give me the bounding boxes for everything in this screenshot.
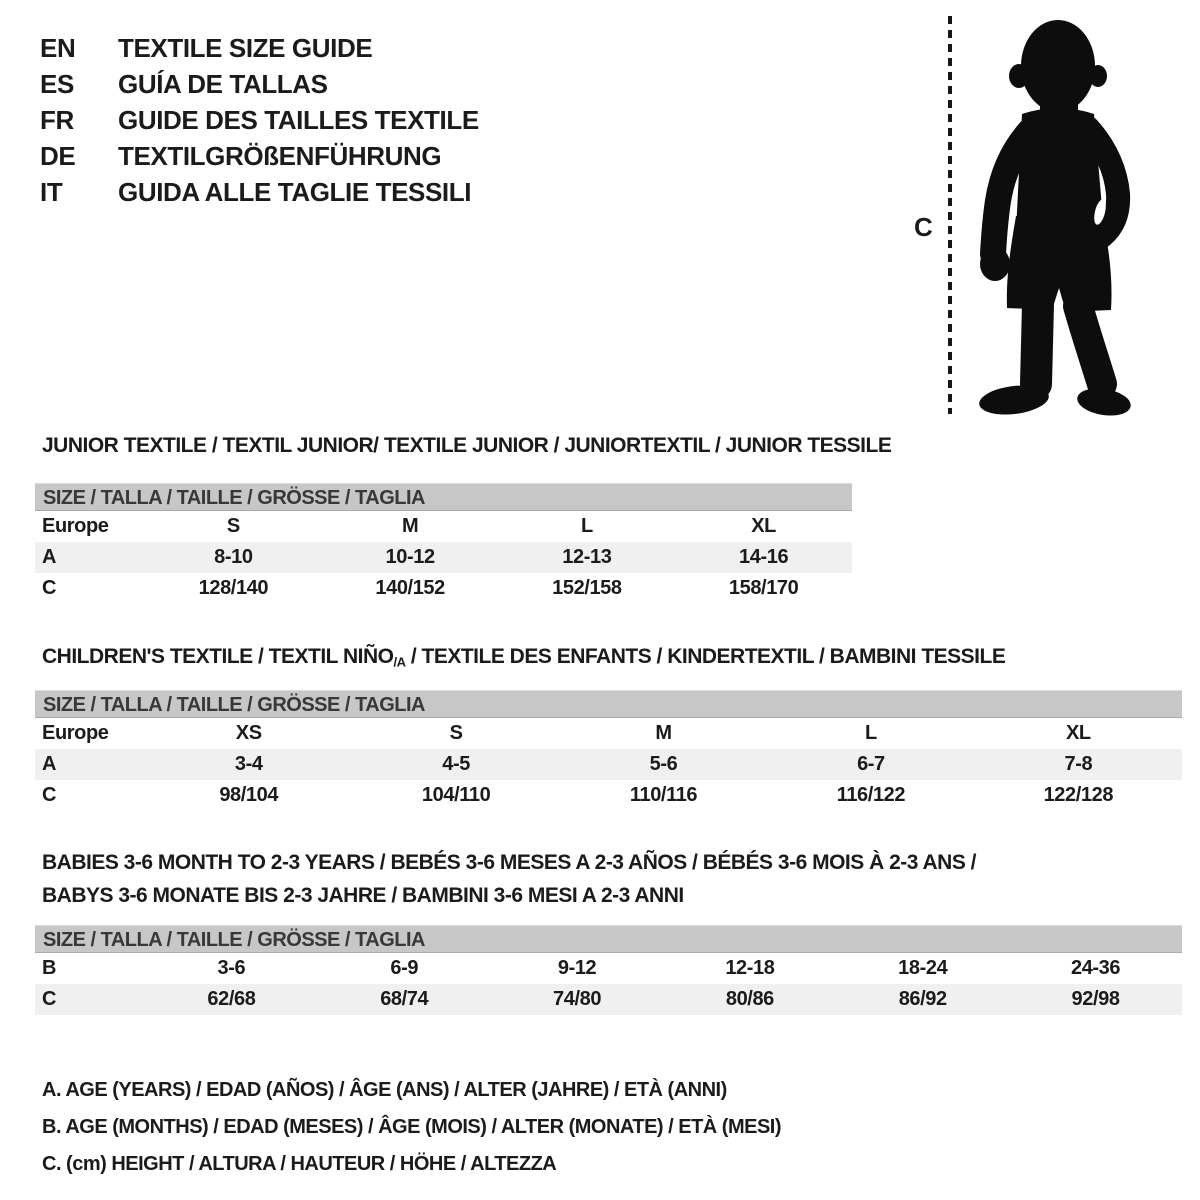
lang-row-it: [40, 174, 479, 210]
row-label: C: [42, 577, 57, 599]
table-cell: 12-18: [725, 957, 775, 979]
table-cell: 24-36: [1070, 957, 1121, 979]
table-cell: 68/74: [380, 988, 429, 1010]
table-cell: 4-5: [442, 753, 470, 775]
table-row: [35, 953, 1182, 984]
table-row: [35, 511, 852, 542]
lang-row-es: [40, 66, 479, 102]
row-label: A: [42, 546, 57, 568]
size-header-bar: SIZE / TALLA / TAILLE / GRÖSSE / TAGLIA: [35, 690, 1182, 718]
table-cell: 92/98: [1071, 988, 1120, 1010]
table-row: [35, 718, 1182, 749]
children-size-table: [35, 690, 1182, 811]
table-cell: 9-12: [557, 957, 597, 979]
table-cell: 86/92: [898, 988, 947, 1010]
lang-row-fr: [40, 102, 479, 138]
table-cell: 6-7: [857, 753, 885, 775]
table-cell: 98/104: [219, 784, 279, 806]
table-cell: 158/170: [728, 577, 799, 599]
legend-age-years: A. AGE (YEARS) / EDAD (AÑOS) / ÂGE (ANS) / ALTER (JAHRE) / ETÀ (ANNI): [42, 1079, 727, 1101]
table-cell: 152/158: [552, 577, 622, 599]
table-cell: 7-8: [1064, 753, 1093, 775]
table-cell: 12-13: [562, 546, 612, 568]
height-measure-label: C: [914, 212, 933, 242]
children-title-pre: CHILDREN'S TEXTILE / TEXTIL NIÑO: [42, 645, 394, 668]
babies-size-table: [35, 925, 1182, 1015]
lang-row-en: [40, 30, 479, 66]
table-cell: L: [865, 722, 877, 744]
lang-code: ES: [40, 69, 74, 99]
row-label: C: [42, 784, 57, 806]
table-cell: 5-6: [649, 753, 678, 775]
table-row: [35, 749, 1182, 780]
table-row: [35, 780, 1182, 811]
table-cell: 110/116: [629, 784, 698, 806]
table-cell: S: [449, 722, 463, 744]
junior-table-rows: [35, 511, 852, 604]
table-cell: M: [655, 722, 672, 744]
table-cell: XL: [751, 515, 776, 537]
lang-code: DE: [40, 141, 76, 171]
table-cell: L: [580, 515, 593, 537]
row-label: Europe: [42, 722, 109, 744]
table-cell: 74/80: [553, 988, 602, 1010]
lang-label: GUÍA DE TALLAS: [118, 69, 328, 99]
lang-label: GUIDE DES TAILLES TEXTILE: [118, 105, 479, 135]
table-cell: 116/122: [836, 784, 906, 806]
table-cell: 80/86: [725, 988, 774, 1010]
lang-label: TEXTILE SIZE GUIDE: [118, 33, 373, 63]
lang-row-de: [40, 138, 479, 174]
babies-title-line2: BABYS 3-6 MONATE BIS 2-3 JAHRE / BAMBINI 3-6 MESI A 2-3 ANNI: [42, 884, 684, 907]
table-cell: 140/152: [375, 577, 445, 599]
lang-label: GUIDA ALLE TAGLIE TESSILI: [118, 177, 472, 207]
table-row: [35, 573, 852, 604]
row-label: C: [42, 988, 57, 1010]
size-header-bar: SIZE / TALLA / TAILLE / GRÖSSE / TAGLIA: [35, 483, 852, 511]
table-cell: XL: [1065, 722, 1091, 744]
table-cell: 122/128: [1043, 784, 1114, 806]
legend-height-cm: C. (cm) HEIGHT / ALTURA / HAUTEUR / HÖHE / ALTEZZA: [42, 1153, 557, 1175]
table-cell: 18-24: [898, 957, 948, 979]
table-cell: 10-12: [385, 546, 435, 568]
babies-table-rows: [35, 953, 1182, 1015]
lang-label: TEXTILGRÖßENFÜHRUNG: [118, 141, 442, 171]
lang-code: FR: [40, 105, 74, 135]
table-cell: XS: [235, 722, 262, 744]
size-header-bar: SIZE / TALLA / TAILLE / GRÖSSE / TAGLIA: [35, 925, 1182, 953]
row-label: A: [42, 753, 57, 775]
toddler-silhouette-illustration: [962, 16, 1142, 416]
table-cell: S: [226, 515, 240, 537]
table-cell: 8-10: [214, 546, 253, 568]
table-cell: M: [401, 515, 419, 537]
table-row: [35, 542, 852, 573]
children-title-sub: /A: [393, 654, 406, 670]
table-cell: 62/68: [207, 988, 256, 1010]
children-table-rows: [35, 718, 1182, 811]
table-cell: 3-6: [217, 957, 246, 979]
legend-age-months: B. AGE (MONTHS) / EDAD (MESES) / ÂGE (MOIS) / ALTER (MONATE) / ETÀ (MESI): [42, 1116, 782, 1138]
height-measure-dashed-line: [948, 16, 952, 414]
babies-section-title: [42, 846, 976, 912]
language-title-list: [40, 30, 479, 210]
lang-code: IT: [40, 177, 63, 207]
table-cell: 6-9: [390, 957, 419, 979]
junior-size-table: [35, 483, 852, 604]
table-cell: 104/110: [421, 784, 491, 806]
table-cell: 3-4: [234, 753, 263, 775]
table-cell: 128/140: [198, 577, 269, 599]
row-label: Europe: [42, 515, 109, 537]
children-section-title: [42, 645, 1005, 670]
measure-legend: [42, 1072, 781, 1183]
babies-title-line1: BABIES 3-6 MONTH TO 2-3 YEARS / BEBÉS 3-6 MESES A 2-3 AÑOS / BÉBÉS 3-6 MOIS À 2-3 ANS /: [42, 851, 977, 874]
row-label: B: [42, 957, 57, 979]
table-row: [35, 984, 1182, 1015]
lang-code: EN: [40, 33, 76, 63]
children-title-post: / TEXTILE DES ENFANTS / KINDERTEXTIL / BAMBINI TESSILE: [405, 645, 1006, 668]
table-cell: 14-16: [739, 546, 789, 568]
junior-section-title: JUNIOR TEXTILE / TEXTIL JUNIOR/ TEXTILE JUNIOR / JUNIORTEXTIL / JUNIOR TESSILE: [42, 434, 892, 457]
